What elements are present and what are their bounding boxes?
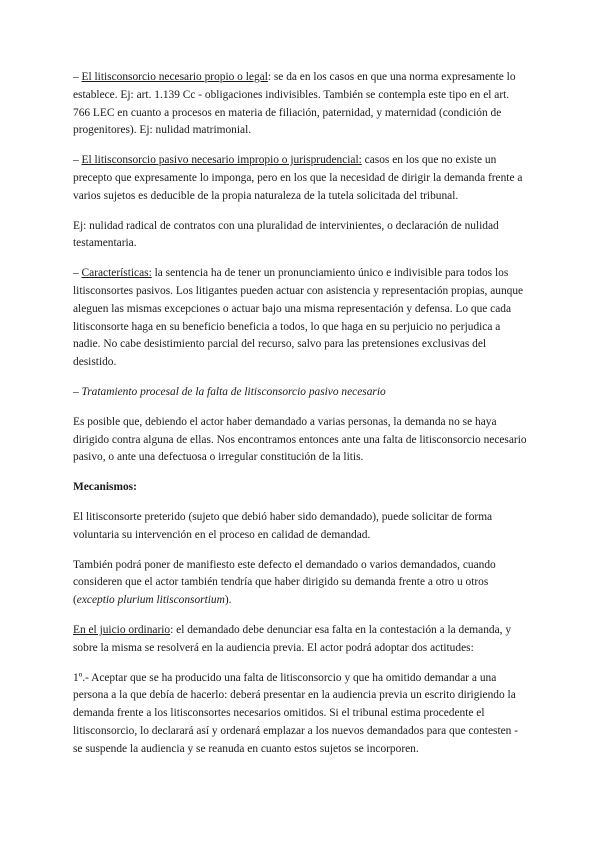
paragraph-example-nulidad (73, 218, 529, 254)
term-litisconsorcio-jurisprudencial: El litisconsorcio pasivo necesario impropio o jurisprudencial: (81, 154, 362, 167)
paragraph-caracteristicas (73, 265, 529, 372)
paragraph-text: la sentencia ha de tener un pronunciamiento único e indivisible para todos los litisconsortes pasivos. Los litigantes pueden actuar con asistencia y representación propias, aunque aleguen las mismas excepciones o actuar bajo una misma representación y defensa. Lo que cada litisconsorte haga en su beneficio beneficia a todos, lo que haga en su perjuicio no perjudica a nadie. No cabe desistimiento parcial del recurso, salvo para las pretensiones exclusivas del desistido. (73, 267, 524, 369)
paragraph-falta-litisconsorcio (73, 414, 529, 467)
paragraph-litisconsorcio-legal (73, 69, 529, 140)
term-caracteristicas: Características: (81, 267, 152, 280)
paragraph-text: casos en los que no existe un precepto que expresamente lo imponga, pero en los que la necesidad de dirigir la demanda frente a varios sujetos es deducible de la propia naturaleza de la tutela solicitada del tribunal. (73, 154, 523, 202)
paragraph-juicio-ordinario (73, 622, 529, 658)
dash: – (73, 71, 82, 83)
paragraph-text: 1º.- Aceptar que se ha producido una falta de litisconsorcio y que ha omitido demandar a una persona a la que debía de hacerlo: deberá presentar en la audiencia previa un escrito dirigiendo la demanda frente a los litisconsortes necesarios omitidos. Si el tribunal estima procedente el litisconsorcio, lo declarará así y ordenará emplazar a los nuevos demandados para que contesten - se suspende la audiencia y se reanuda en cuanto estos sujetos se incorporen. (73, 671, 519, 755)
paragraph-tail: ). (224, 594, 232, 607)
section-heading-tratamiento (73, 384, 529, 402)
dash: – (73, 154, 82, 167)
paragraph-text: El litisconsorte preterido (sujeto que debió haber sido demandado), puede solicitar de forma voluntaria su intervención en el proceso en calidad de demandad. (73, 510, 493, 541)
paragraph-text: : se da en los casos en que una norma expresamente lo establece. Ej: art. 1.139 Cc - obligaciones indivisibles. También se contempla este tipo en el art. 766 LEC en cuanto a procesos en materia de filiación, paternidad, y maternidad (condición de progenitores). Ej: nulidad matrimonial. (73, 71, 516, 137)
paragraph-litisconsorte-preterido (73, 509, 529, 545)
paragraph-primera-actitud (73, 670, 529, 759)
paragraph-litisconsorcio-jurisprudencial (73, 152, 529, 205)
paragraph-text: También podrá poner de manifiesto este defecto el demandado o varios demandados, cuando consideren que el actor también tendría que haber dirigido su demanda frente a otro u otros ( (73, 558, 496, 607)
paragraph-excepcion (73, 557, 529, 610)
document-body (73, 69, 529, 771)
paragraph-text: Ej: nulidad radical de contratos con una pluralidad de intervinientes, o declaración de nulidad testamentaria. (73, 219, 499, 250)
heading-mecanismos (73, 479, 529, 497)
paragraph-text: Es posible que, debiendo el actor haber demandado a varias personas, la demanda no se haya dirigido contra alguna de ellas. Nos encontramos entonces ante una falta de litisconsorcio necesario pasivo, o ante una defectuosa o irregular constitución de la litis. (73, 415, 527, 464)
dash: – (73, 267, 82, 280)
paragraph-text: : el demandado debe denunciar esa falta en la contestación a la demanda, y sobre la misma se resolverá en la audiencia previa. El actor podrá adoptar dos actitudes: (73, 623, 512, 654)
heading-text: Mecanismos: (73, 481, 137, 494)
term-juicio-ordinario: En el juicio ordinario (73, 623, 171, 636)
latin-term: exceptio plurium litisconsortium (76, 594, 225, 607)
term-litisconsorcio-legal: El litisconsorcio necesario propio o legal (81, 71, 268, 83)
heading-text: – Tratamiento procesal de la falta de litisconsorcio pasivo necesario (73, 385, 386, 398)
